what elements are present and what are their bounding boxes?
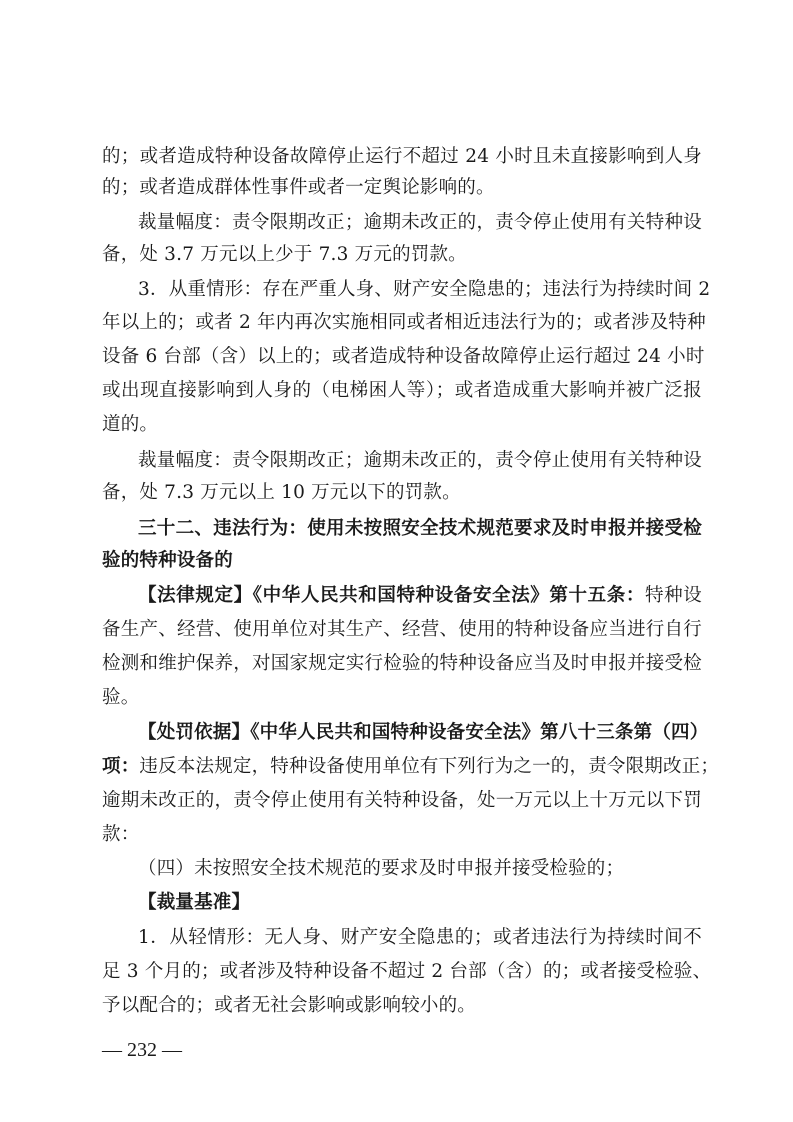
text-span: 违反本法规定，特种设备使用单位有下列行为之一的，责令限期改正； — [139, 756, 720, 777]
legal-provision-label: 【法律规定】《中华人民共和国特种设备安全法》第十五条： — [138, 585, 646, 606]
text-line: 验。 — [102, 687, 140, 708]
text-span: 特种设 — [645, 585, 702, 606]
text-line: 检测和维护保养，对国家规定实行检验的特种设备应当及时申报并接受检 — [102, 653, 702, 674]
text-line: 设备 6 台部（含）以上的；或者造成特种设备故障停止运行超过 24 小时 — [102, 346, 705, 367]
penalty-basis-line — [102, 755, 720, 779]
text-line: 或出现直接影响到人身的（电梯困人等）；或者造成重大影响并被广泛报 — [102, 380, 702, 401]
text-line: 的；或者造成群体性事件或者一定舆论影响的。 — [102, 177, 495, 198]
text-line: 备，处 7.3 万元以上 10 万元以下的罚款。 — [102, 482, 461, 503]
text-line: 裁量幅度：责令限期改正；逾期未改正的，责令停止使用有关特种设 — [138, 212, 702, 233]
section-heading: 三十二、违法行为：使用未按照安全技术规范要求及时申报并接受检 — [138, 518, 702, 539]
text-line: 年以上的；或者 2 年内再次实施相同或者相近违法行为的；或者涉及特种 — [102, 312, 706, 333]
legal-provision-line — [138, 584, 702, 608]
text-line: 足 3 个月的；或者涉及特种设备不超过 2 台部（含）的；或者接受检验、 — [102, 961, 712, 982]
text-line: 备，处 3.7 万元以上少于 7.3 万元的罚款。 — [102, 244, 467, 265]
penalty-basis-label: 项： — [102, 756, 140, 777]
text-line: 3．从重情形：存在严重人身、财产安全隐患的；违法行为持续时间 2 — [138, 279, 711, 300]
text-line: 备生产、经营、使用单位对其生产、经营、使用的特种设备应当进行自行 — [102, 619, 702, 640]
text-line: 1．从轻情形：无人身、财产安全隐患的；或者违法行为持续时间不 — [138, 927, 702, 948]
penalty-basis-heading: 【处罚依据】《中华人民共和国特种设备安全法》第八十三条第（四） — [138, 722, 709, 743]
page-number: — 232 — — [102, 1039, 182, 1061]
text-line: 逾期未改正的，责令停止使用有关特种设备，处一万元以上十万元以下罚 — [102, 790, 702, 811]
text-line: 的；或者造成特种设备故障停止运行不超过 24 小时且未直接影响到人身 — [102, 146, 702, 167]
text-line: 裁量幅度：责令限期改正；逾期未改正的，责令停止使用有关特种设 — [138, 450, 702, 471]
text-line: 款： — [102, 824, 140, 845]
discretion-standard-heading: 【裁量基准】 — [138, 892, 251, 913]
section-heading: 验的特种设备的 — [102, 550, 233, 571]
text-line: 予以配合的；或者无社会影响或影响较小的。 — [102, 995, 477, 1016]
text-line: （四）未按照安全技术规范的要求及时申报并接受检验的； — [138, 858, 625, 879]
text-line: 道的。 — [102, 414, 159, 435]
